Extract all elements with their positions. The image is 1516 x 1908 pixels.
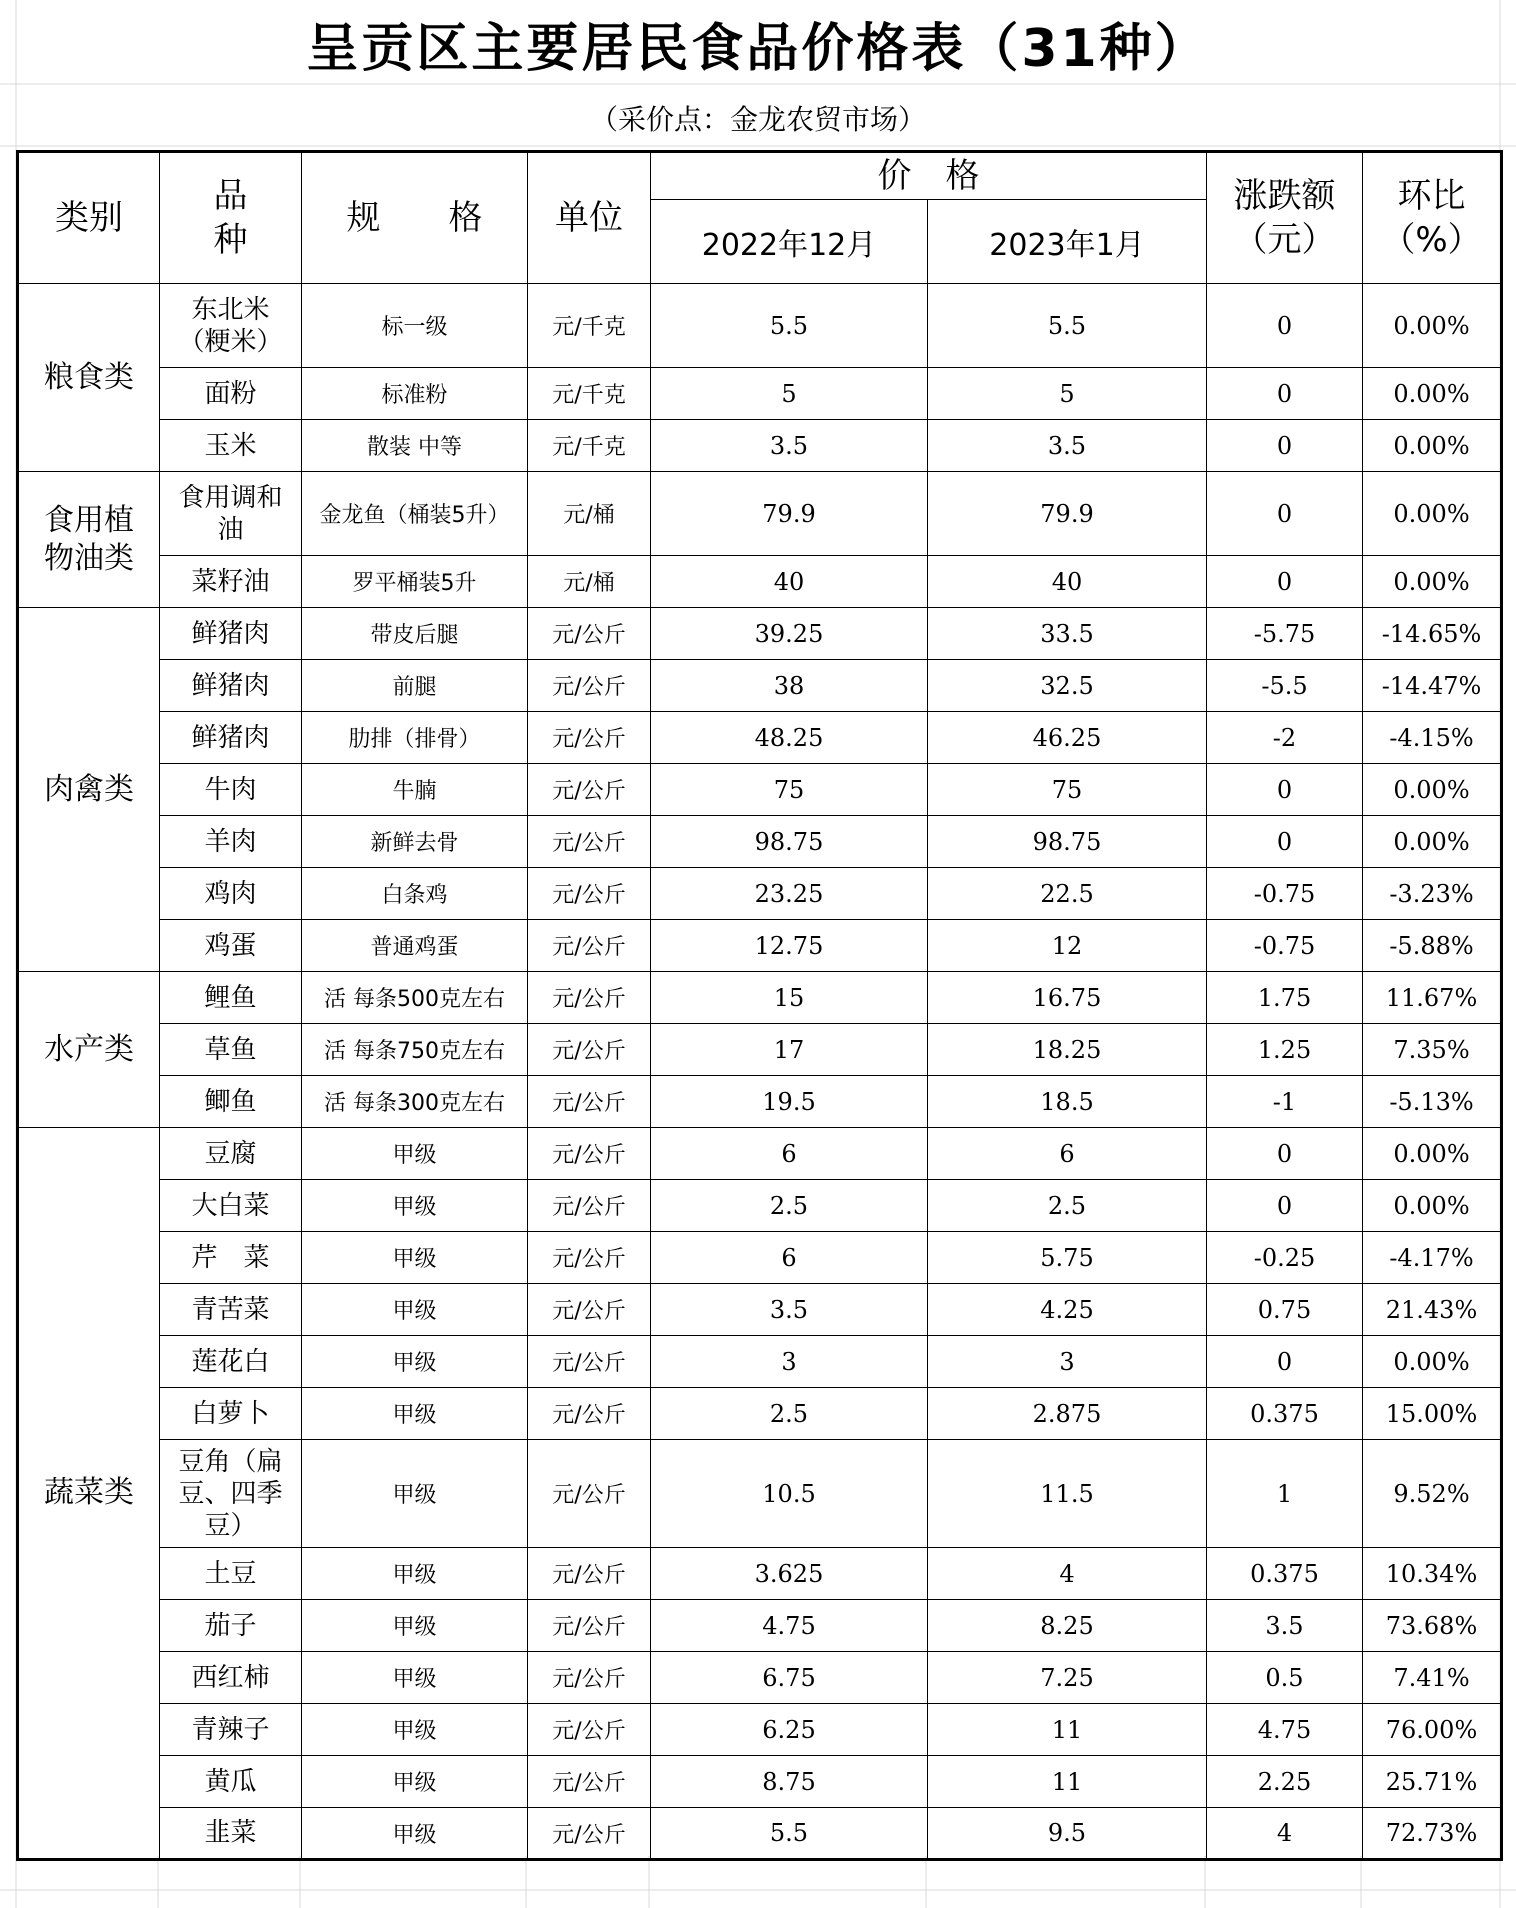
item-name: 菜籽油 xyxy=(160,556,302,608)
item-unit: 元/公斤 xyxy=(528,1180,651,1232)
item-unit: 元/公斤 xyxy=(528,1548,651,1600)
item-name: 芹 菜 xyxy=(160,1232,302,1284)
item-unit: 元/千克 xyxy=(528,284,651,368)
item-name: 韭菜 xyxy=(160,1808,302,1860)
price-change: 0 xyxy=(1207,764,1363,816)
item-name: 莲花白 xyxy=(160,1336,302,1388)
table-row xyxy=(18,1024,1502,1076)
item-spec: 活 每条750克左右 xyxy=(302,1024,528,1076)
item-name: 羊肉 xyxy=(160,816,302,868)
item-unit: 元/公斤 xyxy=(528,1336,651,1388)
item-name: 豆腐 xyxy=(160,1128,302,1180)
price-ratio: 7.41% xyxy=(1363,1652,1502,1704)
header-change-line1: 涨跌额 xyxy=(1233,176,1336,216)
price-change: 0.75 xyxy=(1207,1284,1363,1336)
header-price: 价 格 xyxy=(651,152,1207,200)
item-unit: 元/公斤 xyxy=(528,764,651,816)
item-unit: 元/千克 xyxy=(528,420,651,472)
item-spec: 甲级 xyxy=(302,1652,528,1704)
price-change: 0.5 xyxy=(1207,1652,1363,1704)
price-dec: 8.75 xyxy=(651,1756,928,1808)
price-dec: 12.75 xyxy=(651,920,928,972)
price-ratio: 0.00% xyxy=(1363,368,1502,420)
price-ratio: 0.00% xyxy=(1363,472,1502,556)
item-spec: 标准粉 xyxy=(302,368,528,420)
item-spec: 散装 中等 xyxy=(302,420,528,472)
price-jan: 5 xyxy=(928,368,1207,420)
item-unit: 元/公斤 xyxy=(528,1652,651,1704)
price-ratio: 0.00% xyxy=(1363,1336,1502,1388)
item-name: 黄瓜 xyxy=(160,1756,302,1808)
table-row xyxy=(18,1336,1502,1388)
price-dec: 23.25 xyxy=(651,868,928,920)
category-oil: 食用植物油类 xyxy=(18,472,160,608)
price-change: 0 xyxy=(1207,420,1363,472)
price-dec: 40 xyxy=(651,556,928,608)
item-name: 鲜猪肉 xyxy=(160,608,302,660)
price-dec: 6.75 xyxy=(651,1652,928,1704)
table-row xyxy=(18,608,1502,660)
header-ratio xyxy=(1363,152,1502,284)
price-dec: 75 xyxy=(651,764,928,816)
category-veg: 蔬菜类 xyxy=(18,1128,160,1860)
table-row xyxy=(18,816,1502,868)
item-spec: 活 每条300克左右 xyxy=(302,1076,528,1128)
table-row xyxy=(18,1548,1502,1600)
table-row xyxy=(18,1128,1502,1180)
item-name: 鲜猪肉 xyxy=(160,712,302,764)
item-unit: 元/公斤 xyxy=(528,1024,651,1076)
price-jan: 40 xyxy=(928,556,1207,608)
item-spec: 甲级 xyxy=(302,1808,528,1860)
price-dec: 19.5 xyxy=(651,1076,928,1128)
price-jan: 75 xyxy=(928,764,1207,816)
item-unit: 元/公斤 xyxy=(528,1704,651,1756)
table-row xyxy=(18,1440,1502,1548)
item-spec: 标一级 xyxy=(302,284,528,368)
table-row xyxy=(18,556,1502,608)
price-jan: 3.5 xyxy=(928,420,1207,472)
price-jan: 79.9 xyxy=(928,472,1207,556)
price-dec: 5 xyxy=(651,368,928,420)
item-spec: 带皮后腿 xyxy=(302,608,528,660)
price-ratio: -4.17% xyxy=(1363,1232,1502,1284)
table-row xyxy=(18,1180,1502,1232)
price-change: 4 xyxy=(1207,1808,1363,1860)
item-spec: 罗平桶装5升 xyxy=(302,556,528,608)
header-change-line2: （元） xyxy=(1233,220,1336,260)
price-ratio: 0.00% xyxy=(1363,1180,1502,1232)
price-dec: 17 xyxy=(651,1024,928,1076)
price-ratio: 0.00% xyxy=(1363,556,1502,608)
price-dec: 38 xyxy=(651,660,928,712)
price-change: 0 xyxy=(1207,368,1363,420)
item-unit: 元/公斤 xyxy=(528,1076,651,1128)
price-ratio: 25.71% xyxy=(1363,1756,1502,1808)
price-jan: 4 xyxy=(928,1548,1207,1600)
price-ratio: 10.34% xyxy=(1363,1548,1502,1600)
price-table xyxy=(16,150,1503,1861)
price-dec: 5.5 xyxy=(651,284,928,368)
header-spec: 规 格 xyxy=(302,152,528,284)
price-jan: 46.25 xyxy=(928,712,1207,764)
item-spec: 甲级 xyxy=(302,1284,528,1336)
category-grain: 粮食类 xyxy=(18,284,160,472)
item-name: 青苦菜 xyxy=(160,1284,302,1336)
price-jan: 33.5 xyxy=(928,608,1207,660)
item-name: 鸡肉 xyxy=(160,868,302,920)
price-change: 3.5 xyxy=(1207,1600,1363,1652)
item-spec: 前腿 xyxy=(302,660,528,712)
price-dec: 3 xyxy=(651,1336,928,1388)
price-dec: 3.5 xyxy=(651,420,928,472)
price-jan: 11.5 xyxy=(928,1440,1207,1548)
item-name: 土豆 xyxy=(160,1548,302,1600)
item-unit: 元/桶 xyxy=(528,556,651,608)
item-unit: 元/公斤 xyxy=(528,1232,651,1284)
item-unit: 元/公斤 xyxy=(528,1600,651,1652)
price-ratio: 21.43% xyxy=(1363,1284,1502,1336)
table-row xyxy=(18,1652,1502,1704)
price-ratio: -3.23% xyxy=(1363,868,1502,920)
item-unit: 元/公斤 xyxy=(528,608,651,660)
table-row xyxy=(18,420,1502,472)
page-title: 呈贡区主要居民食品价格表（31种） xyxy=(306,19,1210,79)
price-dec: 4.75 xyxy=(651,1600,928,1652)
price-ratio: 0.00% xyxy=(1363,420,1502,472)
item-spec: 甲级 xyxy=(302,1388,528,1440)
table-row xyxy=(18,1756,1502,1808)
price-ratio: 76.00% xyxy=(1363,1704,1502,1756)
price-ratio: 9.52% xyxy=(1363,1440,1502,1548)
item-spec: 白条鸡 xyxy=(302,868,528,920)
item-spec: 牛腩 xyxy=(302,764,528,816)
header-item: 品种 xyxy=(160,152,302,284)
item-unit: 元/公斤 xyxy=(528,816,651,868)
table-row xyxy=(18,1284,1502,1336)
table-row xyxy=(18,920,1502,972)
price-jan: 5.5 xyxy=(928,284,1207,368)
price-dec: 5.5 xyxy=(651,1808,928,1860)
item-spec: 甲级 xyxy=(302,1180,528,1232)
price-change: -5.75 xyxy=(1207,608,1363,660)
price-dec: 15 xyxy=(651,972,928,1024)
item-spec: 活 每条500克左右 xyxy=(302,972,528,1024)
header-category: 类别 xyxy=(18,152,160,284)
item-spec: 甲级 xyxy=(302,1548,528,1600)
price-change: 0 xyxy=(1207,284,1363,368)
price-dec: 6.25 xyxy=(651,1704,928,1756)
item-name: 食用调和油 xyxy=(160,472,302,556)
category-meat: 肉禽类 xyxy=(18,608,160,972)
item-unit: 元/千克 xyxy=(528,368,651,420)
item-name: 面粉 xyxy=(160,368,302,420)
item-name: 鲜猪肉 xyxy=(160,660,302,712)
price-jan: 32.5 xyxy=(928,660,1207,712)
price-change: 1.25 xyxy=(1207,1024,1363,1076)
price-change: -0.75 xyxy=(1207,920,1363,972)
price-dec: 48.25 xyxy=(651,712,928,764)
price-jan: 4.25 xyxy=(928,1284,1207,1336)
price-jan: 18.25 xyxy=(928,1024,1207,1076)
item-name: 青辣子 xyxy=(160,1704,302,1756)
item-unit: 元/公斤 xyxy=(528,1128,651,1180)
price-change: 0 xyxy=(1207,556,1363,608)
table-row xyxy=(18,660,1502,712)
price-dec: 39.25 xyxy=(651,608,928,660)
item-spec: 肋排（排骨） xyxy=(302,712,528,764)
table-row xyxy=(18,1232,1502,1284)
price-change: -1 xyxy=(1207,1076,1363,1128)
price-change: 4.75 xyxy=(1207,1704,1363,1756)
price-ratio: 0.00% xyxy=(1363,284,1502,368)
item-spec: 新鲜去骨 xyxy=(302,816,528,868)
item-unit: 元/公斤 xyxy=(528,660,651,712)
price-jan: 11 xyxy=(928,1756,1207,1808)
item-name: 西红柿 xyxy=(160,1652,302,1704)
price-jan: 16.75 xyxy=(928,972,1207,1024)
price-dec: 3.5 xyxy=(651,1284,928,1336)
item-spec: 甲级 xyxy=(302,1756,528,1808)
price-change: 0 xyxy=(1207,1336,1363,1388)
price-ratio: 73.68% xyxy=(1363,1600,1502,1652)
page-subtitle: （采价点：金龙农贸市场） xyxy=(589,103,926,136)
item-unit: 元/公斤 xyxy=(528,1440,651,1548)
table-row xyxy=(18,284,1502,368)
table-row xyxy=(18,712,1502,764)
price-ratio: 7.35% xyxy=(1363,1024,1502,1076)
price-dec: 98.75 xyxy=(651,816,928,868)
item-spec: 甲级 xyxy=(302,1128,528,1180)
item-name: 茄子 xyxy=(160,1600,302,1652)
price-jan: 8.25 xyxy=(928,1600,1207,1652)
table-row xyxy=(18,1600,1502,1652)
price-change: 0 xyxy=(1207,816,1363,868)
price-ratio: -4.15% xyxy=(1363,712,1502,764)
item-spec: 金龙鱼（桶装5升） xyxy=(302,472,528,556)
price-ratio: -5.88% xyxy=(1363,920,1502,972)
price-jan: 18.5 xyxy=(928,1076,1207,1128)
price-change: -5.5 xyxy=(1207,660,1363,712)
table-row xyxy=(18,764,1502,816)
item-unit: 元/公斤 xyxy=(528,712,651,764)
price-ratio: 11.67% xyxy=(1363,972,1502,1024)
price-change: 0.375 xyxy=(1207,1548,1363,1600)
price-change: 0 xyxy=(1207,472,1363,556)
price-change: 1.75 xyxy=(1207,972,1363,1024)
item-unit: 元/桶 xyxy=(528,472,651,556)
price-dec: 10.5 xyxy=(651,1440,928,1548)
price-ratio: -14.65% xyxy=(1363,608,1502,660)
item-spec: 甲级 xyxy=(302,1600,528,1652)
price-ratio: 0.00% xyxy=(1363,764,1502,816)
item-name: 玉米 xyxy=(160,420,302,472)
price-jan: 9.5 xyxy=(928,1808,1207,1860)
table-row xyxy=(18,1076,1502,1128)
item-name: 牛肉 xyxy=(160,764,302,816)
table-row xyxy=(18,972,1502,1024)
price-change: 0.375 xyxy=(1207,1388,1363,1440)
price-jan: 22.5 xyxy=(928,868,1207,920)
item-unit: 元/公斤 xyxy=(528,972,651,1024)
price-change: 1 xyxy=(1207,1440,1363,1548)
price-ratio: 0.00% xyxy=(1363,1128,1502,1180)
price-change: 0 xyxy=(1207,1128,1363,1180)
price-jan: 3 xyxy=(928,1336,1207,1388)
price-dec: 3.625 xyxy=(651,1548,928,1600)
item-spec: 甲级 xyxy=(302,1440,528,1548)
item-name: 白萝卜 xyxy=(160,1388,302,1440)
price-change: 0 xyxy=(1207,1180,1363,1232)
item-spec: 普通鸡蛋 xyxy=(302,920,528,972)
header-jan: 2023年1月 xyxy=(928,200,1207,284)
price-jan: 2.875 xyxy=(928,1388,1207,1440)
price-ratio: 15.00% xyxy=(1363,1388,1502,1440)
table-row xyxy=(18,368,1502,420)
table-row xyxy=(18,1808,1502,1860)
item-spec: 甲级 xyxy=(302,1336,528,1388)
header-change xyxy=(1207,152,1363,284)
category-aquatic: 水产类 xyxy=(18,972,160,1128)
table-row xyxy=(18,1388,1502,1440)
price-jan: 12 xyxy=(928,920,1207,972)
item-name: 鸡蛋 xyxy=(160,920,302,972)
price-dec: 2.5 xyxy=(651,1180,928,1232)
price-ratio: 72.73% xyxy=(1363,1808,1502,1860)
header-unit: 单位 xyxy=(528,152,651,284)
price-change: 2.25 xyxy=(1207,1756,1363,1808)
price-change: -0.75 xyxy=(1207,868,1363,920)
item-name: 豆角（扁豆、四季豆） xyxy=(160,1440,302,1548)
item-spec: 甲级 xyxy=(302,1704,528,1756)
price-jan: 7.25 xyxy=(928,1652,1207,1704)
item-name: 大白菜 xyxy=(160,1180,302,1232)
price-ratio: -14.47% xyxy=(1363,660,1502,712)
price-jan: 98.75 xyxy=(928,816,1207,868)
header-ratio-line1: 环比 xyxy=(1397,176,1466,216)
price-ratio: -5.13% xyxy=(1363,1076,1502,1128)
item-name: 鲤鱼 xyxy=(160,972,302,1024)
price-change: -0.25 xyxy=(1207,1232,1363,1284)
price-dec: 79.9 xyxy=(651,472,928,556)
item-name: 东北米（粳米） xyxy=(160,284,302,368)
item-name: 鲫鱼 xyxy=(160,1076,302,1128)
price-dec: 6 xyxy=(651,1128,928,1180)
price-jan: 2.5 xyxy=(928,1180,1207,1232)
price-change: -2 xyxy=(1207,712,1363,764)
table-row xyxy=(18,472,1502,556)
price-jan: 6 xyxy=(928,1128,1207,1180)
table-row xyxy=(18,868,1502,920)
price-ratio: 0.00% xyxy=(1363,816,1502,868)
price-dec: 2.5 xyxy=(651,1388,928,1440)
item-spec: 甲级 xyxy=(302,1232,528,1284)
price-jan: 5.75 xyxy=(928,1232,1207,1284)
header-ratio-line2: （%） xyxy=(1381,220,1482,260)
item-name: 草鱼 xyxy=(160,1024,302,1076)
table-row xyxy=(18,1704,1502,1756)
item-unit: 元/公斤 xyxy=(528,1388,651,1440)
item-unit: 元/公斤 xyxy=(528,1808,651,1860)
item-unit: 元/公斤 xyxy=(528,868,651,920)
price-jan: 11 xyxy=(928,1704,1207,1756)
item-unit: 元/公斤 xyxy=(528,1756,651,1808)
item-unit: 元/公斤 xyxy=(528,1284,651,1336)
price-dec: 6 xyxy=(651,1232,928,1284)
item-unit: 元/公斤 xyxy=(528,920,651,972)
header-dec: 2022年12月 xyxy=(651,200,928,284)
